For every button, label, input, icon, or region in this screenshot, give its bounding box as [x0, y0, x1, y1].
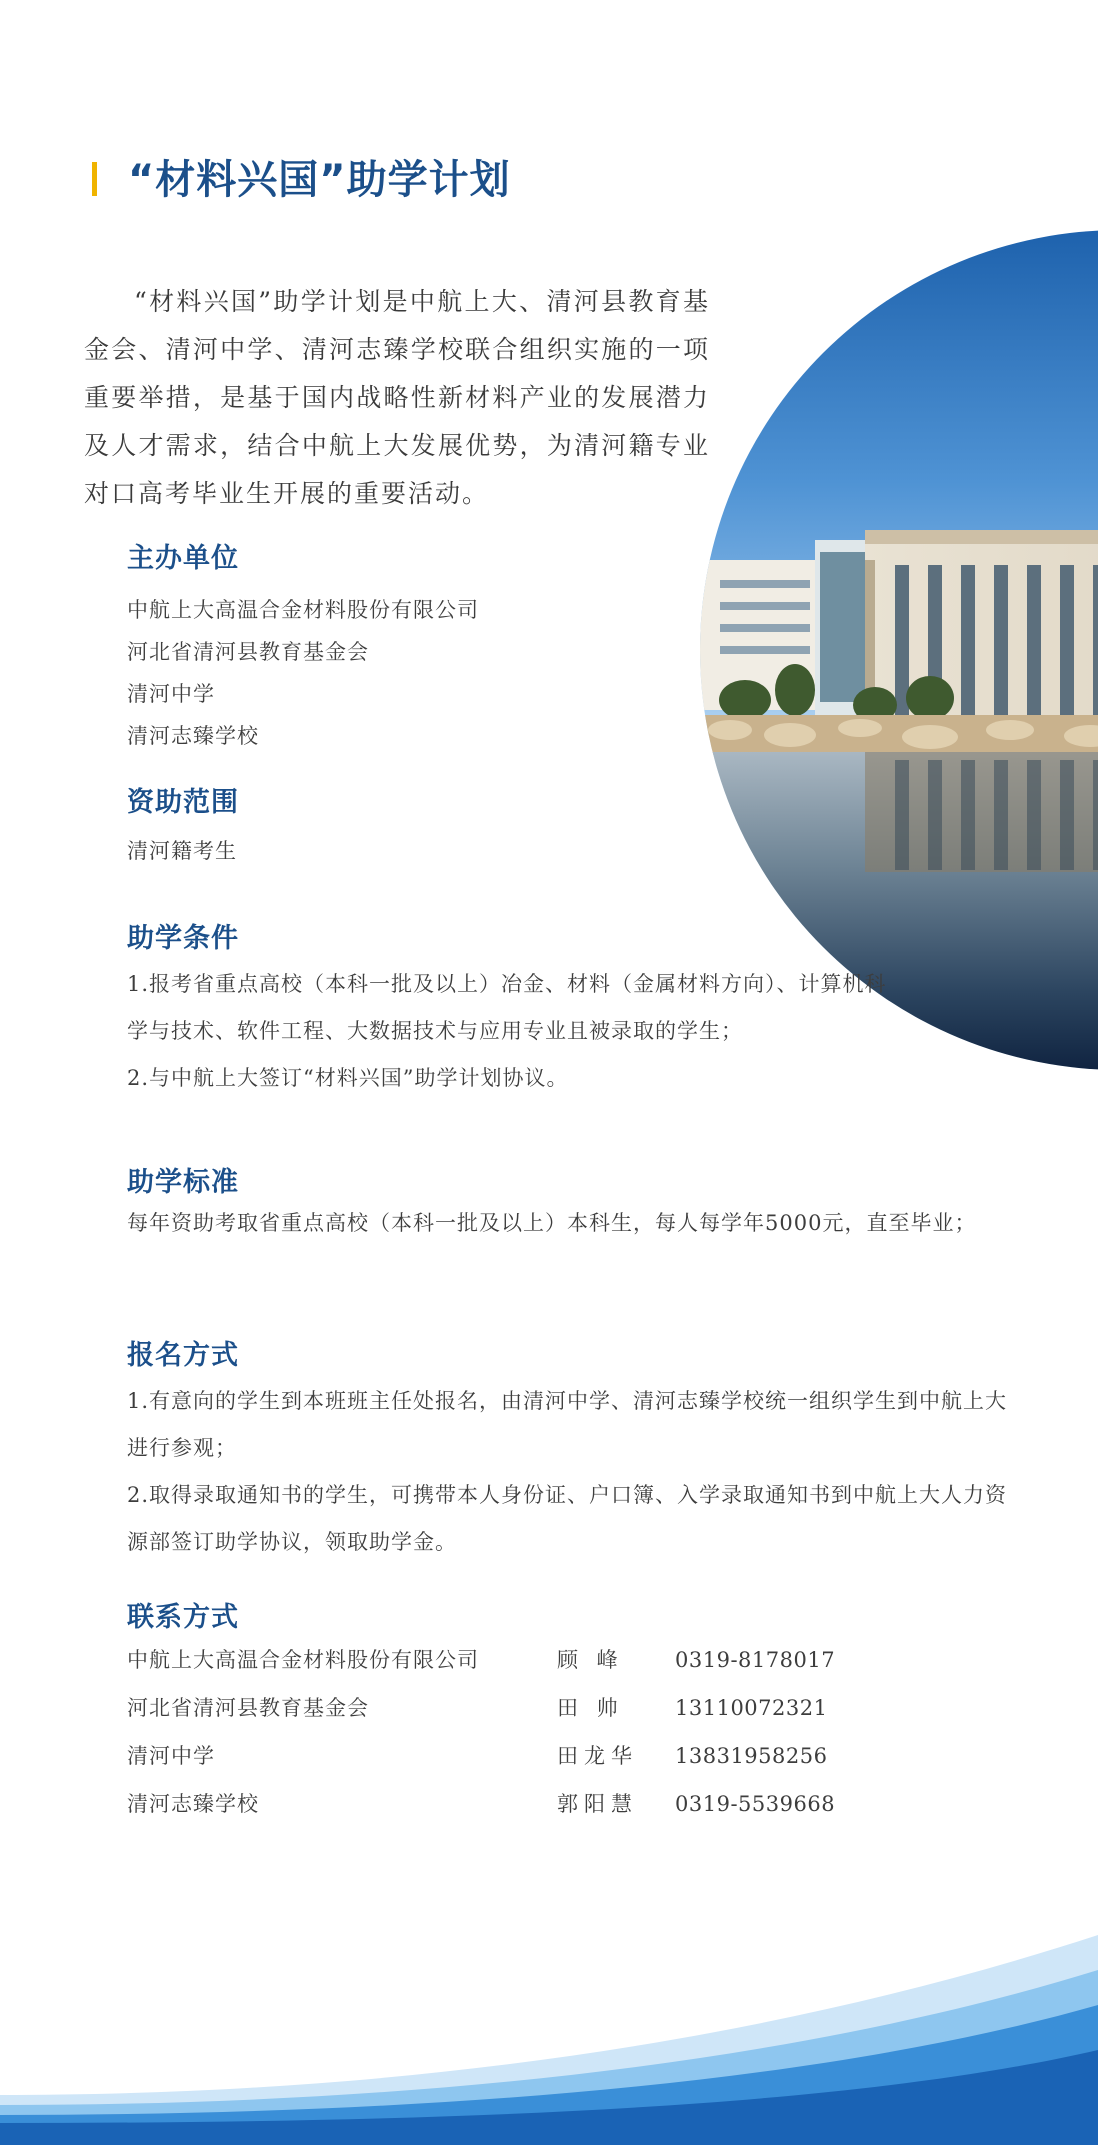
conditions-item-2: 2.与中航上大签订“材料兴国”助学计划协议。: [127, 1066, 569, 1090]
conditions-section: [127, 916, 887, 1102]
contact-name: 郭阳慧: [557, 1792, 638, 1816]
page-title: “材料兴国”助学计划: [128, 157, 511, 203]
organizers-section: [127, 536, 479, 757]
scope-heading: 资助范围: [127, 787, 239, 818]
contact-name: 顾 峰: [557, 1648, 624, 1672]
organizers-list: [127, 589, 479, 757]
contact-row: [127, 1780, 875, 1828]
standard-section: [127, 1160, 1087, 1241]
standard-heading: 助学标准: [127, 1167, 239, 1198]
contact-org: 中航上大高温合金材料股份有限公司: [127, 1648, 479, 1672]
intro-paragraph: “材料兴国”助学计划是中航上大、清河县教育基金会、清河中学、清河志臻学校联合组织实施的一项重要举措，是基于国内战略性新材料产业的发展潜力及人才需求，结合中航上大发展优势，为清河籍专业对口高考毕业生开展的重要活动。: [84, 287, 710, 508]
registration-item-1: 1.有意向的学生到本班班主任处报名，由清河中学、清河志臻学校统一组织学生到中航上大进行参观；: [127, 1389, 1008, 1460]
contacts-heading: 联系方式: [127, 1602, 239, 1633]
registration-heading: 报名方式: [127, 1340, 239, 1371]
contact-phone: 13110072321: [675, 1696, 828, 1720]
registration-section: [127, 1333, 1017, 1566]
title-accent-bar: [92, 162, 97, 196]
organizers-heading: 主办单位: [127, 543, 239, 574]
scope-text: 清河籍考生: [127, 839, 237, 863]
organizer-item: 中航上大高温合金材料股份有限公司: [127, 598, 479, 622]
bottom-wave-decoration: [0, 1865, 1098, 2145]
conditions-item-1: 1.报考省重点高校（本科一批及以上）冶金、材料（金属材料方向）、计算机科学与技术、软件工程、大数据技术与应用专业且被录取的学生；: [127, 972, 887, 1043]
standard-text: 每年资助考取省重点高校（本科一批及以上）本科生，每人每学年5000元，直至毕业；: [127, 1211, 977, 1235]
contact-phone: 13831958256: [675, 1744, 828, 1768]
organizer-item: 清河中学: [127, 682, 215, 706]
contact-row: [127, 1684, 875, 1732]
scope-section: [127, 780, 239, 869]
contact-org: 清河志臻学校: [127, 1792, 259, 1816]
contact-row: [127, 1732, 875, 1780]
contact-phone: 0319-8178017: [675, 1648, 836, 1672]
contact-org: 河北省清河县教育基金会: [127, 1696, 369, 1720]
contact-name: 田龙华: [557, 1744, 638, 1768]
contact-name: 田 帅: [557, 1696, 624, 1720]
organizer-item: 清河志臻学校: [127, 724, 259, 748]
contact-org: 清河中学: [127, 1744, 215, 1768]
registration-item-2: 2.取得录取通知书的学生，可携带本人身份证、户口簿、入学录取通知书到中航上大人力资源部签订助学协议，领取助学金。: [127, 1483, 1008, 1554]
contact-phone: 0319-5539668: [675, 1792, 836, 1816]
conditions-heading: 助学条件: [127, 923, 239, 954]
organizer-item: 河北省清河县教育基金会: [127, 640, 369, 664]
contacts-section: [127, 1595, 875, 1828]
contact-row: [127, 1636, 875, 1684]
